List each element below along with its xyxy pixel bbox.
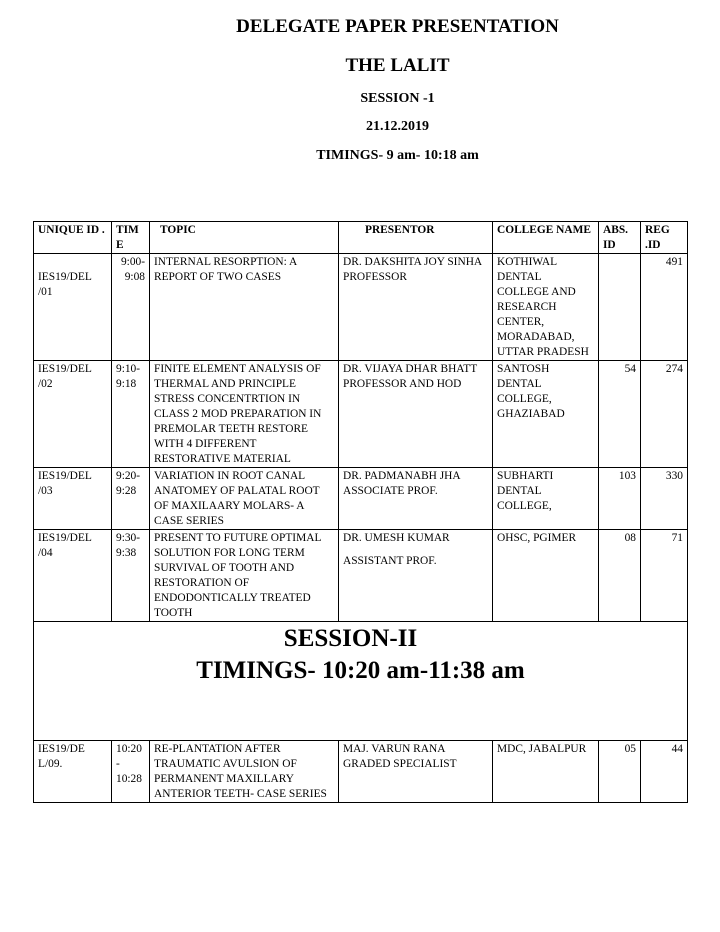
time-cell: 9:10- 9:18	[112, 361, 150, 468]
topic-cell: INTERNAL RESORPTION: A REPORT OF TWO CASES	[150, 254, 339, 361]
col-header-time: TIM E	[112, 222, 150, 254]
time-cell: 9:00- 9:08	[112, 254, 150, 361]
presenter-name: DR. DAKSHITA JOY SINHA	[343, 256, 483, 268]
time-cell: 10:20- 10:28	[112, 741, 150, 803]
schedule-table	[33, 221, 688, 803]
abs-id-cell	[599, 254, 641, 361]
time-cell: 9:20- 9:28	[112, 468, 150, 530]
reg-id-cell: 274	[641, 361, 688, 468]
presenter-cell	[339, 468, 493, 530]
session-timings: TIMINGS- 9 am- 10:18 am	[316, 148, 479, 163]
col-header-presentor: PRESENTOR	[339, 222, 493, 254]
col-header-abs-id: ABS. ID	[599, 222, 641, 254]
venue-title: THE LALIT	[345, 55, 450, 76]
abs-id-cell: 05	[599, 741, 641, 803]
unique-id-cell: IES19/DEL /01	[34, 254, 112, 361]
presenter-name: DR. UMESH KUMAR	[343, 532, 450, 544]
col-header-college: COLLEGE NAME	[493, 222, 599, 254]
presenter-name: DR. VIJAYA DHAR BHATT	[343, 363, 478, 375]
session-label: SESSION -1	[360, 91, 435, 106]
session-date: 21.12.2019	[366, 119, 429, 134]
presenter-cell	[339, 741, 493, 803]
presenter-cell	[339, 361, 493, 468]
presenter-cell	[339, 530, 493, 622]
presenter-title: PROFESSOR AND HOD	[343, 378, 462, 390]
unique-id-cell: IES19/DEL /03	[34, 468, 112, 530]
table-row	[34, 468, 688, 530]
topic-cell: PRESENT TO FUTURE OPTIMAL SOLUTION FOR LONG TERM SURVIVAL OF TOOTH AND RESTORATION OF ENDODONTICALLY TREATED TOOTH	[150, 530, 339, 622]
col-header-reg-id: REG .ID	[641, 222, 688, 254]
session-2-timings: TIMINGS- 10:20 am-11:38 am	[196, 657, 525, 684]
presenter-title: GRADED SPECIALIST	[343, 758, 457, 770]
college-cell: MDC, JABALPUR	[493, 741, 599, 803]
presenter-title: PROFESSOR	[343, 271, 407, 283]
college-cell: OHSC, PGIMER	[493, 530, 599, 622]
document-title: DELEGATE PAPER PRESENTATION	[236, 16, 559, 37]
reg-id-cell: 330	[641, 468, 688, 530]
presenter-title: ASSOCIATE PROF.	[343, 485, 438, 497]
session-2-title: SESSION-II	[283, 625, 418, 652]
unique-id-cell: IES19/DEL /02	[34, 361, 112, 468]
presenter-title: ASSISTANT PROF.	[343, 555, 437, 567]
abs-id-cell: 54	[599, 361, 641, 468]
presenter-name: MAJ. VARUN RANA	[343, 743, 446, 755]
session-2-banner-row	[34, 622, 688, 741]
college-cell: SUBHARTI DENTAL COLLEGE,	[493, 468, 599, 530]
col-header-unique-id: UNIQUE ID .	[34, 222, 112, 254]
abs-id-cell: 103	[599, 468, 641, 530]
presenter-cell	[339, 254, 493, 361]
college-cell: KOTHIWAL DENTAL COLLEGE AND RESEARCH CENTER, MORADABAD, UTTAR PRADESH	[493, 254, 599, 361]
abs-id-cell: 08	[599, 530, 641, 622]
table-row	[34, 361, 688, 468]
college-cell: SANTOSH DENTAL COLLEGE, GHAZIABAD	[493, 361, 599, 468]
reg-id-cell: 44	[641, 741, 688, 803]
table-row	[34, 254, 688, 361]
reg-id-cell: 491	[641, 254, 688, 361]
col-header-topic: TOPIC	[150, 222, 339, 254]
session-2-banner	[34, 622, 688, 741]
topic-cell: FINITE ELEMENT ANALYSIS OF THERMAL AND PRINCIPLE STRESS CONCENTRTION IN CLASS 2 MOD PREPARATION IN PREMOLAR TEETH RESTORE WITH 4 DIFFERENT RESTORATIVE MATERIAL	[150, 361, 339, 468]
unique-id-cell: IES19/DEL /04	[34, 530, 112, 622]
unique-id-cell: IES19/DE L/09.	[34, 741, 112, 803]
table-header-row	[34, 222, 688, 254]
topic-cell: RE-PLANTATION AFTER TRAUMATIC AVULSION OF PERMANENT MAXILLARY ANTERIOR TEETH- CASE SERIES	[150, 741, 339, 803]
time-cell: 9:30- 9:38	[112, 530, 150, 622]
table-row	[34, 741, 688, 803]
reg-id-cell: 71	[641, 530, 688, 622]
table-row	[34, 530, 688, 622]
topic-cell: VARIATION IN ROOT CANAL ANATOMEY OF PALATAL ROOT OF MAXILAARY MOLARS- A CASE SERIES	[150, 468, 339, 530]
presenter-name: DR. PADMANABH JHA	[343, 470, 461, 482]
